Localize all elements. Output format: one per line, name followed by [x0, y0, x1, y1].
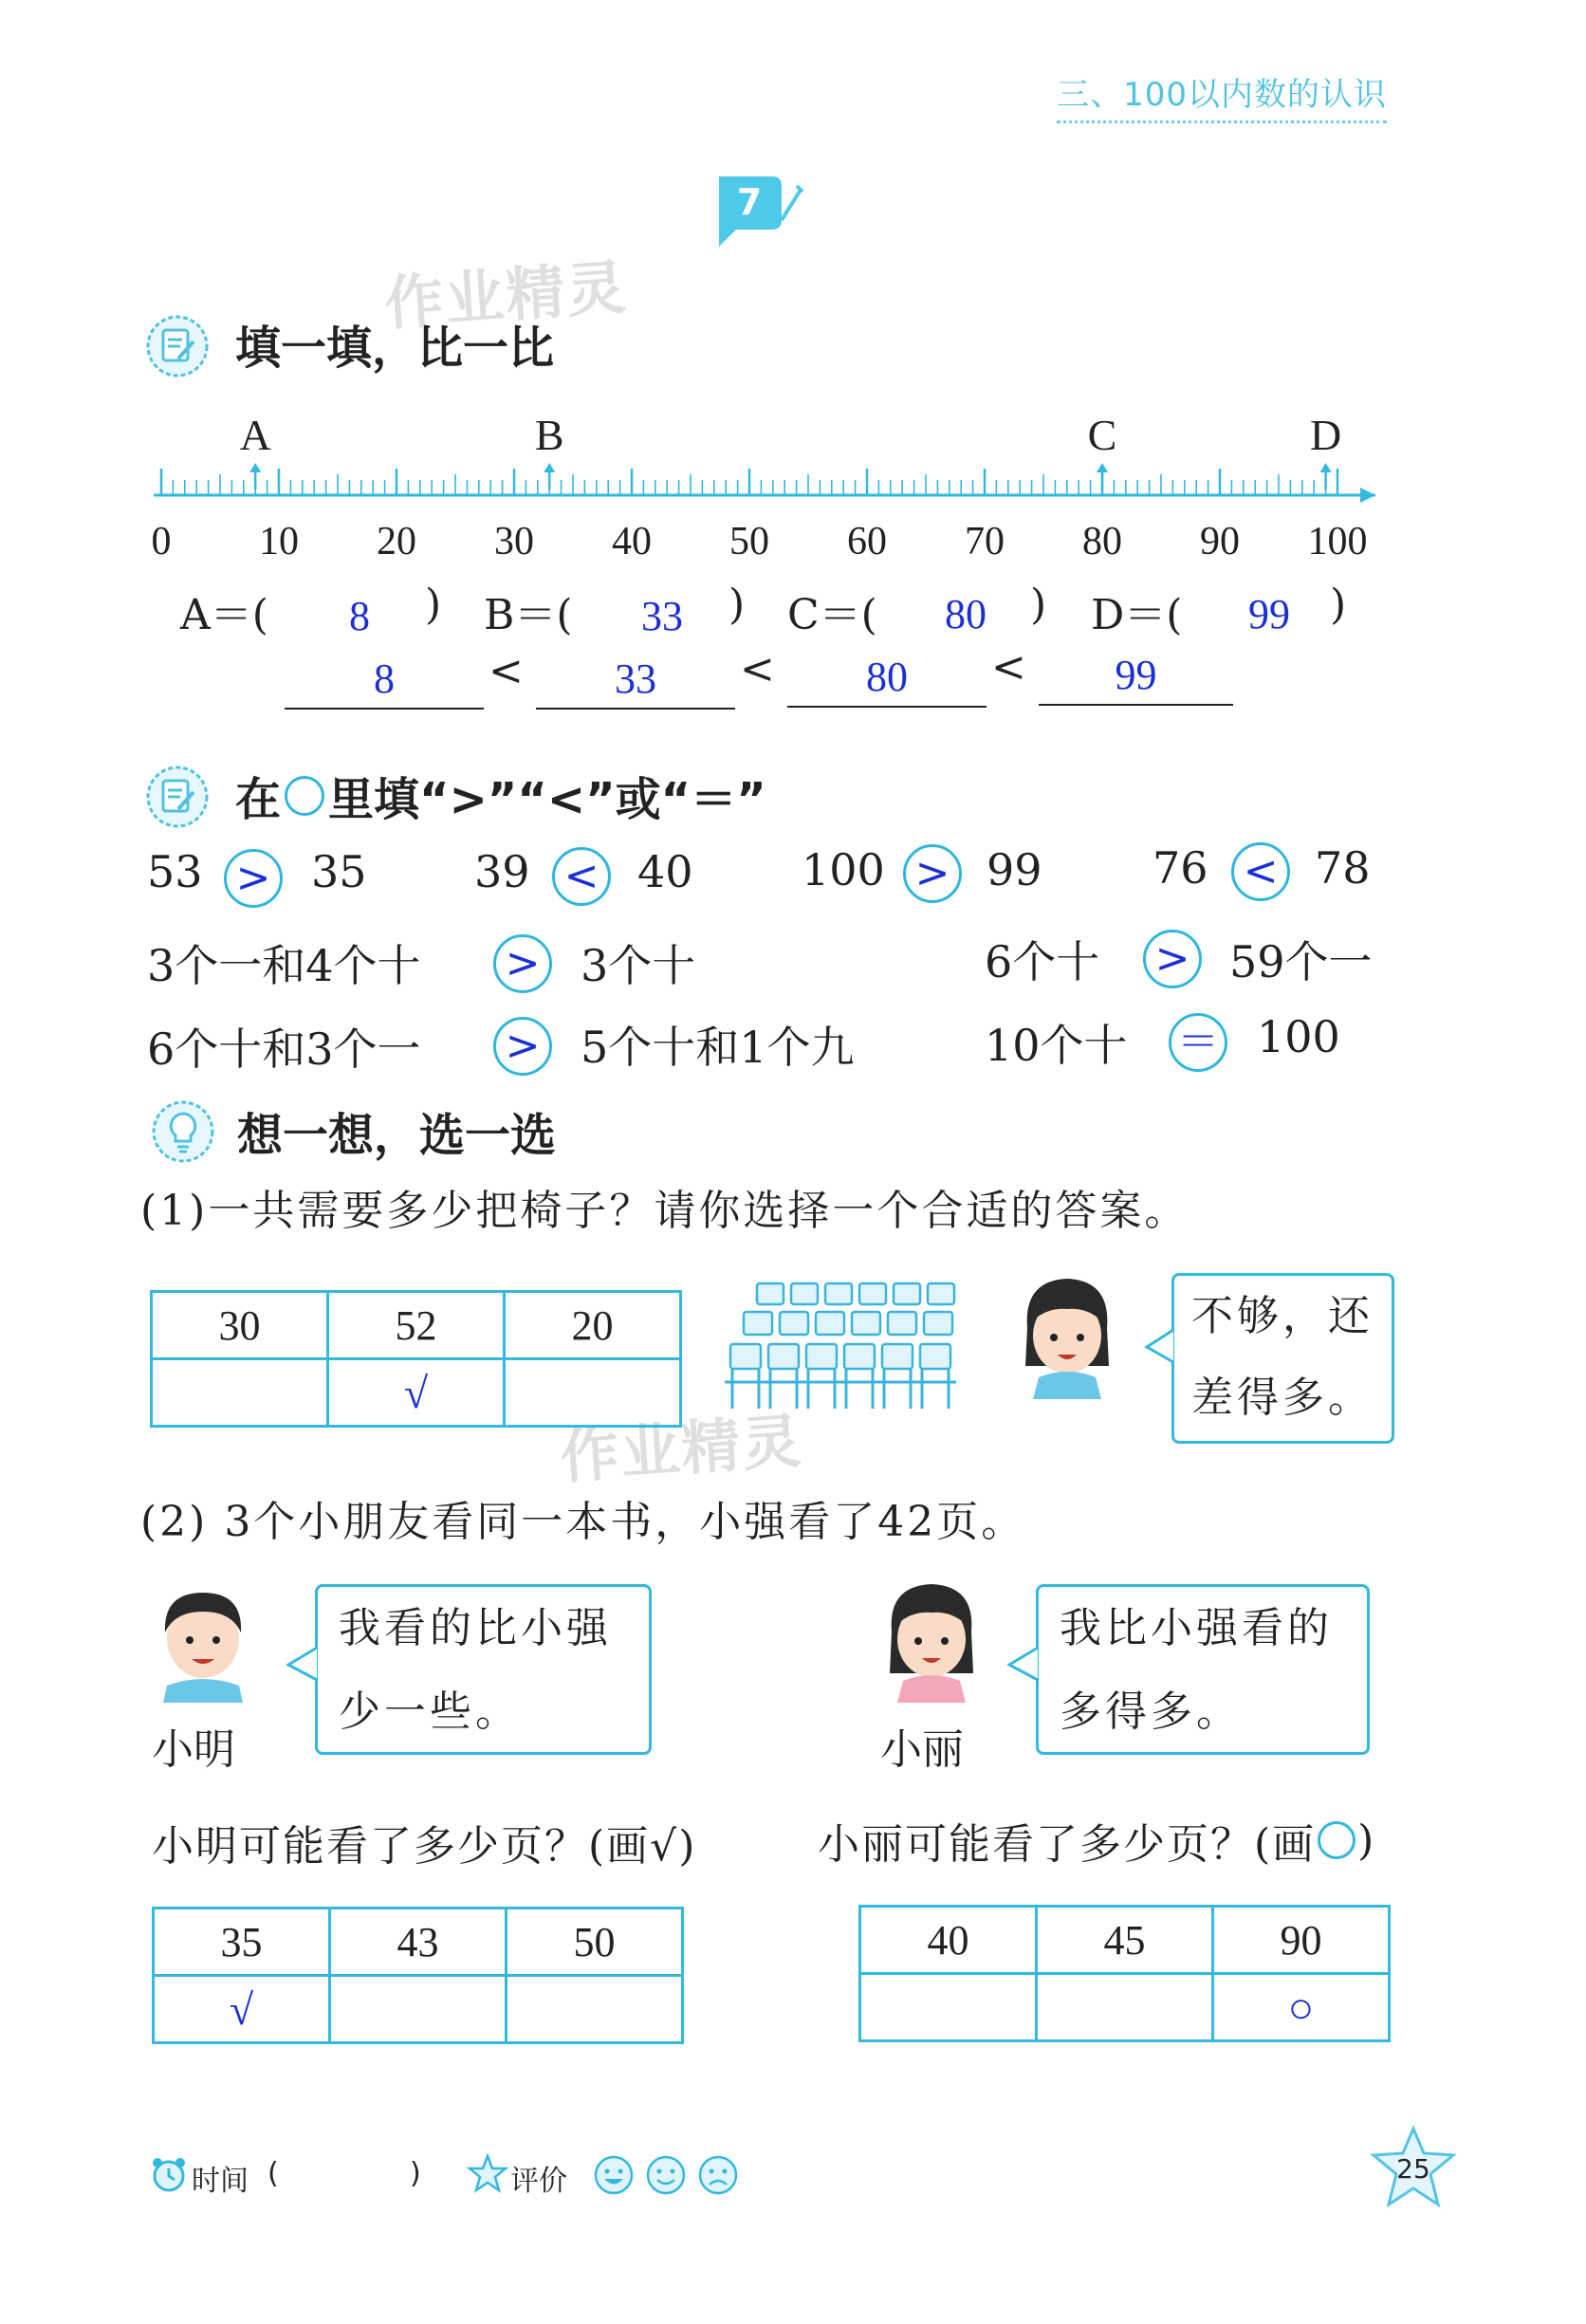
order-blank-1: 8	[285, 655, 484, 710]
answer-cell[interactable]	[152, 1359, 328, 1427]
chairs-illustration	[719, 1276, 996, 1418]
cmp-left: 3个一和4个十	[147, 940, 421, 991]
order-blank-3: 80	[787, 653, 987, 708]
answer-cell[interactable]	[507, 1976, 683, 2043]
answer-cell[interactable]: ○	[1213, 1974, 1390, 2041]
close-b: )	[728, 581, 746, 629]
bubble-tail	[1145, 1328, 1175, 1366]
answer-cell[interactable]: √	[154, 1976, 330, 2043]
less-than-sign: <	[740, 645, 775, 693]
compare-circle[interactable]: >	[903, 844, 962, 903]
option-cell: 43	[330, 1909, 507, 1976]
title-post: 里填“>”“<”或“＝”	[328, 773, 766, 826]
pencil-note-icon	[144, 313, 211, 379]
speech-line: 我比小强看的	[1060, 1604, 1333, 1652]
option-cell: 90	[1213, 1907, 1390, 1974]
option-cell: 30	[152, 1292, 328, 1359]
label-d: D＝(	[1091, 591, 1183, 639]
cmp-right: 99	[987, 844, 1042, 895]
star-icon	[467, 2153, 508, 2195]
point-letter: A	[239, 411, 271, 459]
page-number: 25	[1396, 2153, 1430, 2185]
option-cell: 45	[1037, 1907, 1213, 1974]
cmp-right: 59个一	[1229, 936, 1373, 987]
answer-cell[interactable]	[860, 1974, 1037, 2041]
speech-bubble	[1036, 1584, 1370, 1755]
speech-bubble	[315, 1584, 652, 1755]
speech-line: 差得多。	[1191, 1374, 1374, 1422]
time-label: 时间	[192, 2165, 249, 2198]
close-c: )	[1030, 581, 1047, 629]
section3-title: 想一想，选一选	[237, 1109, 557, 1162]
answer-cell[interactable]	[505, 1359, 681, 1427]
girl-avatar	[1010, 1271, 1124, 1399]
lightbulb-icon	[150, 1098, 216, 1165]
pencil-icon	[782, 186, 802, 220]
chapter-header: 三、100以内数的认识	[1057, 68, 1387, 123]
label-a: A＝(	[180, 591, 268, 639]
cmp-left: 39	[474, 846, 530, 897]
tick-label: 100	[1307, 520, 1368, 563]
less-than-sign: <	[489, 647, 524, 695]
option-cell: 52	[328, 1292, 505, 1359]
arrow-up-icon	[249, 463, 261, 472]
girl-avatar	[873, 1575, 991, 1703]
circle-placeholder-icon	[285, 776, 324, 816]
lesson-badge	[713, 173, 804, 249]
section2-title	[235, 763, 766, 828]
option-cell: 35	[154, 1909, 330, 1976]
answer-cell[interactable]	[330, 1976, 507, 2043]
page-star-badge	[1366, 2125, 1461, 2210]
options-table-q1	[150, 1290, 682, 1428]
cmp-right: 40	[637, 846, 693, 897]
compare-circle[interactable]: >	[224, 849, 283, 908]
watermark: 作业精灵	[558, 1406, 805, 1492]
cmp-left: 100	[802, 844, 885, 895]
options-table-xiaoming	[152, 1907, 684, 2044]
tick-label: 60	[847, 520, 887, 563]
bubble-tail	[1007, 1646, 1040, 1684]
speech-line: 我看的比小强	[339, 1604, 612, 1652]
question-1: (1)一共需要多少把椅子？请你选择一个合适的答案。	[140, 1187, 1190, 1235]
question-2: (2) 3个小朋友看同一本书，小强看了42页。	[140, 1498, 1026, 1546]
boy-avatar	[144, 1579, 263, 1703]
arrow-right-icon	[1360, 488, 1375, 503]
cmp-left: 6个十和3个一	[147, 1024, 421, 1075]
compare-circle[interactable]: ＝	[1169, 1013, 1227, 1072]
title-pre: 在	[235, 773, 282, 826]
options-table-xiaoli	[858, 1905, 1391, 2042]
section1-title: 填一填，比一比	[235, 322, 555, 375]
bubble-tail	[286, 1646, 319, 1684]
circle-placeholder-icon	[1318, 1821, 1355, 1859]
option-cell: 50	[507, 1909, 683, 1976]
close-d: )	[1330, 581, 1347, 629]
compare-circle[interactable]: >	[1143, 930, 1202, 988]
cmp-right: 78	[1315, 842, 1371, 894]
cmp-left: 53	[147, 846, 203, 897]
cmp-right: 3个十	[581, 940, 696, 991]
compare-circle[interactable]: <	[552, 847, 611, 906]
speech-line: 不够，还	[1191, 1292, 1374, 1340]
answer-a: 8	[349, 593, 370, 639]
arrow-up-icon	[1097, 463, 1108, 472]
arrow-up-icon	[1320, 463, 1332, 472]
ask-xiaoming: 小明可能看了多少页？(画√)	[152, 1822, 697, 1871]
tick-label: 40	[612, 520, 652, 563]
tick-label: 20	[377, 520, 416, 563]
name-xiaoli: 小丽	[880, 1725, 964, 1774]
lesson-number: 7	[736, 181, 763, 223]
cmp-right: 5个十和1个九	[581, 1022, 855, 1073]
pencil-note-icon	[144, 764, 211, 830]
order-blank-4: 99	[1039, 651, 1233, 706]
option-cell: 40	[860, 1907, 1037, 1974]
tick-label: 90	[1200, 520, 1240, 563]
ask-xiaoli-text: 小丽可能看了多少页？(画	[818, 1820, 1317, 1869]
ask-xiaoli-end: )	[1357, 1816, 1376, 1865]
smile-face-icon	[648, 2157, 684, 2193]
cmp-left: 10个十	[985, 1020, 1128, 1071]
close-a: )	[425, 581, 442, 629]
big-smile-face-icon	[596, 2157, 632, 2193]
time-close: )	[410, 2157, 421, 2190]
compare-circle[interactable]: >	[493, 934, 552, 993]
cmp-right: 100	[1257, 1011, 1340, 1062]
label-c: C＝(	[787, 591, 877, 639]
less-than-sign: <	[991, 643, 1026, 692]
point-letter: C	[1087, 411, 1117, 459]
speech-line: 多得多。	[1060, 1688, 1242, 1736]
sad-face-icon	[700, 2157, 736, 2193]
point-letter: B	[534, 411, 564, 459]
option-cell: 20	[505, 1292, 681, 1359]
answer-b: 33	[641, 593, 683, 639]
answer-c: 80	[945, 591, 987, 637]
tick-label: 0	[151, 520, 172, 563]
arrow-up-icon	[544, 463, 555, 472]
tick-label: 70	[965, 520, 1005, 563]
cmp-left: 76	[1153, 842, 1208, 894]
compare-circle[interactable]: >	[493, 1017, 552, 1076]
tick-label: 10	[259, 520, 299, 563]
cmp-right: 35	[311, 846, 367, 897]
ask-xiaoli	[818, 1810, 1375, 1871]
answer-cell[interactable]	[1037, 1974, 1213, 2041]
compare-circle[interactable]: <	[1231, 842, 1290, 901]
tick-label: 50	[729, 520, 769, 563]
point-letter: D	[1309, 411, 1342, 459]
order-blank-2: 33	[536, 655, 735, 710]
watermark: 作业精灵	[382, 252, 630, 339]
number-line	[142, 389, 1404, 579]
speech-bubble	[1171, 1273, 1394, 1444]
alarm-clock-icon	[150, 2155, 188, 2193]
answer-d: 99	[1248, 591, 1290, 637]
answer-cell[interactable]: √	[328, 1359, 505, 1427]
speech-line: 少一些。	[339, 1688, 521, 1736]
eval-label: 评价	[510, 2165, 567, 2198]
tick-label: 30	[494, 520, 534, 563]
time-open: (	[267, 2157, 279, 2190]
rating-faces	[593, 2153, 745, 2197]
name-xiaoming: 小明	[152, 1725, 235, 1774]
tick-label: 80	[1082, 520, 1122, 563]
label-b: B＝(	[484, 591, 573, 639]
cmp-left: 6个十	[985, 936, 1100, 987]
